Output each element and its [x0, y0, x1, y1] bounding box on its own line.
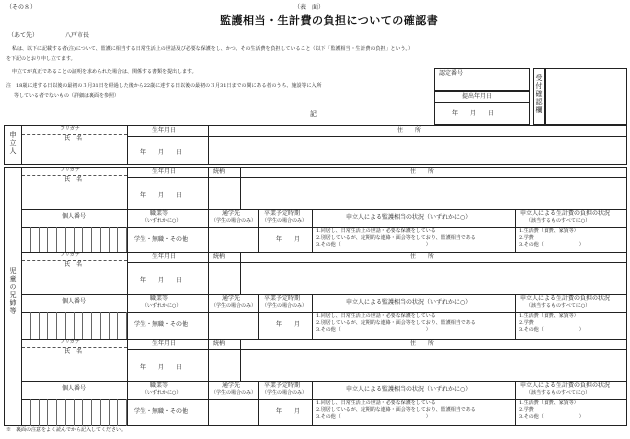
sibling-2-care-option-1: 1.同居し、日常生活上の世話・必要な保護をしている	[316, 313, 436, 319]
sibling-2-vline-relation	[208, 252, 209, 294]
addressee: 八戸市長	[65, 32, 90, 39]
applicant-col-divider-1	[127, 125, 128, 165]
sibling-2-address-field[interactable]	[241, 263, 627, 294]
applicant-name-field[interactable]	[22, 144, 127, 165]
sibling-3-furigana-label: フリガナ	[60, 339, 80, 345]
note-line-2: 等している者でないもの（詳細は裏面を参照）	[14, 93, 120, 99]
sibling-3-job-options: 学生・無職・その他	[134, 408, 189, 415]
sibling-3-care-option-2: 2.別居しているが、定期的な連絡・面会等をしており、監護相当である	[316, 407, 476, 413]
sibling-3-care-option-3: 3.その他（ ）	[316, 414, 431, 420]
sibling-1-care-option-2: 2.別居しているが、定期的な連絡・面会等をしており、監護相当である	[316, 235, 476, 241]
sibling-1-vline-relation	[208, 167, 209, 209]
sibling-3-name-field[interactable]	[22, 357, 127, 380]
sibling-2-burden-option-3: 3.その他（ ）	[519, 327, 584, 333]
sibling-1-address-label: 住 所	[410, 168, 435, 175]
form-number: （その８）	[6, 4, 37, 11]
sibling-2-care-option-2: 2.別居しているが、定期的な連絡・面会等をしており、監護相当である	[316, 320, 476, 326]
sibling-2-name-label: 氏 名	[64, 261, 83, 268]
sibling-2-job-label: 職業等	[150, 295, 169, 302]
sibling-1-relation-label: 続柄	[213, 168, 226, 175]
applicant-address-label: 住 所	[397, 127, 422, 134]
sibling-3-top-divider	[22, 339, 627, 340]
sibling-2-address-label: 住 所	[410, 253, 435, 260]
sibling-1-lower-vline-4	[515, 209, 516, 252]
sibling-2-relation-label: 続柄	[213, 253, 226, 260]
sibling-3-lower-vline-4	[515, 381, 516, 426]
sibling-2-birth-value: 年 月 日	[140, 277, 183, 284]
sibling-3-lower-vline-3	[312, 381, 313, 426]
sibling-3-care-option-1: 1.同居し、日常生活上の世話・必要な保護をしている	[316, 400, 436, 406]
sibling-3-address-field[interactable]	[241, 350, 627, 381]
sibling-3-grad-value: 年 月	[276, 408, 301, 415]
sibling-2-lower-vline-4	[515, 294, 516, 339]
sibling-3-burden-option-3: 3.その他（ ）	[519, 414, 584, 420]
sibling-1-care-status-label: 申立人による監護相当の状況（いずれかに○）	[346, 214, 472, 221]
sibling-3-burden-label: 申立人による生計費の負担の状況	[520, 382, 611, 389]
sibling-3-vline-birth	[127, 339, 128, 381]
page-title: 監護相当・生計費の負担についての確認書	[220, 14, 439, 27]
sibling-3-care-status-label: 申立人による監護相当の状況（いずれかに○）	[346, 386, 472, 393]
sibling-1-job-label: 職業等	[150, 210, 169, 217]
sibling-1-lower-vline-2	[258, 209, 259, 252]
sibling-2-birth-label: 生年月日	[152, 253, 177, 260]
sibling-1-burden-option-2: 2.学費	[519, 235, 534, 241]
sibling-2-grad-label: 卒業予定時期	[264, 295, 301, 302]
sibling-1-school-sub: （学生の場合のみ）	[211, 218, 257, 224]
sibling-2-school-sub: （学生の場合のみ）	[211, 303, 257, 309]
sibling-3-burden-option-1: 1.生活費（食費、家賃等）	[519, 400, 579, 406]
sibling-2-school-field[interactable]	[209, 312, 258, 339]
sibling-1-furigana-label: フリガナ	[60, 167, 80, 173]
note-line-1: 注 18歳に達する日以後の最初の３月31日を経過した後から22歳に達する日以後の最初の３月31日までの間にある者のうち、施設等に入所	[6, 83, 322, 89]
sibling-3-school-label: 通学先	[222, 382, 241, 389]
sibling-1-grad-label: 卒業予定時期	[264, 210, 301, 217]
intro-line-2: を下記のとおり申し立てます。	[6, 56, 76, 62]
sibling-3-lower-vline-0	[127, 381, 128, 426]
sibling-1-lower-vline-0	[127, 209, 128, 252]
sibling-3-relation-label: 続柄	[213, 340, 226, 347]
applicant-birth-value: 年 月 日	[140, 149, 183, 156]
sibling-2-lower-vline-2	[258, 294, 259, 339]
sibling-3-burden-sub: （該当するものすべてに○）	[526, 390, 591, 396]
sibling-1-name-field[interactable]	[22, 185, 127, 208]
sibling-3-birth-label: 生年月日	[152, 340, 177, 347]
reception-stamp-label: 受付確認欄	[535, 74, 543, 114]
reception-stamp-box[interactable]	[545, 68, 627, 125]
sibling-1-lower-vline-3	[312, 209, 313, 252]
sibling-2-name-field[interactable]	[22, 270, 127, 293]
sibling-3-burden-option-2: 2.学費	[519, 407, 534, 413]
sibling-3-id-number-field[interactable]	[22, 399, 127, 426]
applicant-address-field[interactable]	[209, 137, 627, 165]
sibling-3-job-sub: （いずれかに○）	[142, 390, 182, 396]
sibling-1-birth-label: 生年月日	[152, 168, 177, 175]
sibling-2-burden-option-2: 2.学費	[519, 320, 534, 326]
sibling-2-furigana-label: フリガナ	[60, 252, 80, 258]
ki-label: 記	[310, 110, 317, 118]
sibling-2-job-sub: （いずれかに○）	[142, 303, 182, 309]
sibling-2-vline-birth	[127, 252, 128, 294]
sibling-2-id-number-field[interactable]	[22, 312, 127, 339]
footer-note: ※ 裏面の注意をよく読んでから記入してください。	[6, 427, 127, 433]
sibling-3-id-label: 個人番号	[62, 385, 87, 392]
applicant-furigana-label: フリガナ	[60, 126, 80, 132]
applicant-name-label: 氏 名	[64, 135, 83, 142]
submission-date-label: 提出年月日	[462, 93, 493, 100]
sibling-2-lower-vline-3	[312, 294, 313, 339]
sibling-2-burden-sub: （該当するものすべてに○）	[526, 303, 591, 309]
sibling-1-burden-sub: （該当するものすべてに○）	[526, 218, 591, 224]
sibling-1-burden-option-1: 1.生活費（食費、家賃等）	[519, 228, 579, 234]
submission-date-divider	[434, 102, 530, 103]
sibling-3-school-field[interactable]	[209, 399, 258, 426]
intro-line-1: 私は、以下に記載する者(注)について、監護に相当する日常生活上の世話及び必要な保護をし、かつ、その生活費を負担していること（以下「監護相当・生計費の負担」という。）	[12, 46, 414, 52]
sibling-2-care-status-label: 申立人による監護相当の状況（いずれかに○）	[346, 299, 472, 306]
sibling-2-school-label: 通学先	[222, 295, 241, 302]
sibling-1-address-field[interactable]	[241, 178, 627, 209]
sibling-2-top-divider	[22, 252, 627, 253]
sibling-2-job-options: 学生・無職・その他	[134, 321, 189, 328]
sibling-1-job-sub: （いずれかに○）	[142, 218, 182, 224]
applicant-birth-label: 生年月日	[152, 127, 177, 134]
sibling-1-id-label: 個人番号	[62, 213, 87, 220]
sibling-3-grad-label: 卒業予定時期	[264, 382, 301, 389]
sibling-1-job-options: 学生・無職・その他	[134, 236, 189, 243]
addressee-prefix: （あて先）	[8, 32, 39, 39]
sibling-3-school-sub: （学生の場合のみ）	[211, 390, 257, 396]
sibling-1-burden-label: 申立人による生計費の負担の状況	[520, 210, 611, 217]
sibling-2-lower-vline-0	[127, 294, 128, 339]
sibling-2-care-option-3: 3.その他（ ）	[316, 327, 431, 333]
sibling-1-name-label: 氏 名	[64, 176, 83, 183]
sibling-1-burden-option-3: 3.その他（ ）	[519, 242, 584, 248]
sibling-2-id-label: 個人番号	[62, 298, 87, 305]
submission-date-value: 年 月 日	[452, 110, 495, 117]
sibling-1-birth-value: 年 月 日	[140, 192, 183, 199]
sibling-3-lower-vline-2	[258, 381, 259, 426]
sibling-3-address-label: 住 所	[410, 340, 435, 347]
sibling-2-grad-value: 年 月	[276, 321, 301, 328]
sibling-1-school-field[interactable]	[209, 227, 258, 252]
sibling-3-job-label: 職業等	[150, 382, 169, 389]
nintei-number-label: 認定番号	[439, 70, 464, 77]
sibling-2-grad-sub: （学生の場合のみ）	[262, 303, 308, 309]
sibling-3-name-label: 氏 名	[64, 348, 83, 355]
siblings-side-label: 児童の兄姉等	[9, 267, 17, 315]
side-label: （表 面）	[294, 4, 325, 11]
sibling-2-burden-option-1: 1.生活費（食費、家賃等）	[519, 313, 579, 319]
sibling-1-care-option-3: 3.その他（ ）	[316, 242, 431, 248]
sibling-1-id-number-field[interactable]	[22, 227, 127, 252]
sibling-3-grad-sub: （学生の場合のみ）	[262, 390, 308, 396]
sibling-3-vline-relation	[208, 339, 209, 381]
sibling-2-burden-label: 申立人による生計費の負担の状況	[520, 295, 611, 302]
sibling-1-school-label: 通学先	[222, 210, 241, 217]
applicant-side-label: 申立人	[9, 131, 17, 155]
sibling-1-vline-birth	[127, 167, 128, 209]
intro-line-3: 申立てが真正であることの証明を求められた場合は、関係する書類を提出します。	[12, 69, 197, 75]
sibling-3-birth-value: 年 月 日	[140, 364, 183, 371]
sibling-1-care-option-1: 1.同居し、日常生活上の世話・必要な保護をしている	[316, 228, 436, 234]
sibling-1-grad-value: 年 月	[276, 236, 301, 243]
sibling-1-grad-sub: （学生の場合のみ）	[262, 218, 308, 224]
